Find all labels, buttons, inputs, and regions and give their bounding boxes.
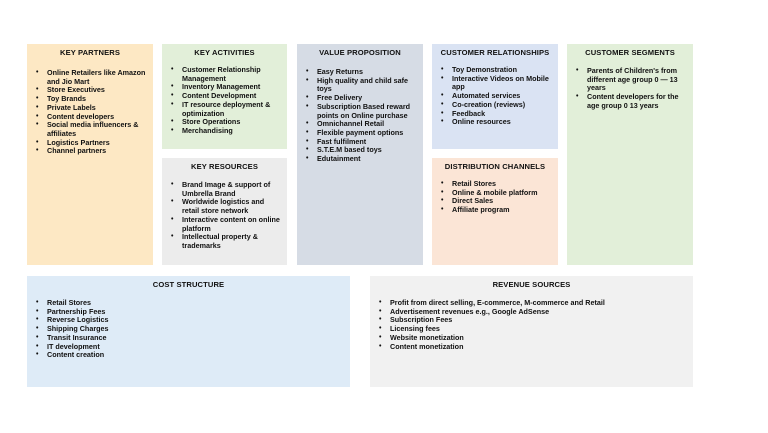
customer-segments-list — [576, 67, 687, 111]
list-item: • Fast fulfilment — [306, 138, 417, 147]
list-item: • Automated services — [441, 92, 552, 101]
list-item: • Channel partners — [36, 147, 147, 156]
key-resources-list — [171, 181, 281, 251]
list-item: • Logistics Partners — [36, 139, 147, 148]
list-item: • Social media influencers & affiliates — [36, 121, 147, 138]
key-activities-block — [162, 44, 287, 149]
distribution-channels-list — [441, 180, 552, 215]
list-item: • Direct Sales — [441, 197, 552, 206]
cost-structure-list — [36, 299, 344, 360]
customer-relationships-title: CUSTOMER RELATIONSHIPS — [440, 48, 550, 57]
key-activities-list — [171, 66, 281, 136]
list-item: • Parents of Children's from different age group 0 — 13 years — [576, 67, 687, 93]
list-item: • Partnership Fees — [36, 308, 344, 317]
list-item: • High quality and child safe toys — [306, 77, 417, 94]
list-item: • Flexible payment options — [306, 129, 417, 138]
cost-structure-block — [27, 276, 350, 387]
list-item: • Licensing fees — [379, 325, 687, 334]
customer-segments-block — [567, 44, 693, 265]
revenue-sources-list — [379, 299, 687, 351]
list-item: • Customer Relationship Management — [171, 66, 281, 83]
list-item: • Advertisement revenues e.g., Google AdSense — [379, 308, 687, 317]
value-proposition-block — [297, 44, 423, 265]
revenue-sources-title: REVENUE SOURCES — [492, 280, 571, 289]
list-item: • Toy Brands — [36, 95, 147, 104]
list-item: • IT development — [36, 343, 344, 352]
list-item: • Interactive content on online platform — [171, 216, 281, 233]
list-item: • Retail Stores — [36, 299, 344, 308]
list-item: • Subscription Based reward points on Online purchase — [306, 103, 417, 120]
list-item: • Content Development — [171, 92, 281, 101]
list-item: • Shipping Charges — [36, 325, 344, 334]
value-proposition-list — [306, 68, 417, 164]
key-activities-title: KEY ACTIVITIES — [194, 48, 255, 57]
list-item: • Affiliate program — [441, 206, 552, 215]
list-item: • Omnichannel Retail — [306, 120, 417, 129]
list-item: • Intellectual property & trademarks — [171, 233, 281, 250]
list-item: • Worldwide logistics and retail store network — [171, 198, 281, 215]
list-item: • Content developers — [36, 113, 147, 122]
list-item: • Toy Demonstration — [441, 66, 552, 75]
list-item: • Interactive Videos on Mobile app — [441, 75, 552, 92]
list-item: • Store Executives — [36, 86, 147, 95]
cost-structure-title: COST STRUCTURE — [152, 280, 225, 289]
list-item: • Feedback — [441, 110, 552, 119]
list-item: • Easy Returns — [306, 68, 417, 77]
list-item: • IT resource deployment & optimization — [171, 101, 281, 118]
key-partners-title: KEY PARTNERS — [60, 48, 120, 57]
list-item: • Co-creation (reviews) — [441, 101, 552, 110]
customer-relationships-block — [432, 44, 558, 149]
key-resources-title: KEY RESOURCES — [191, 162, 258, 171]
customer-relationships-list — [441, 66, 552, 127]
list-item: • Merchandising — [171, 127, 281, 136]
value-proposition-title: VALUE PROPOSITION — [319, 48, 401, 57]
list-item: • Online & mobile platform — [441, 189, 552, 198]
list-item: • Online resources — [441, 118, 552, 127]
key-partners-block — [27, 44, 153, 265]
list-item: • Inventory Management — [171, 83, 281, 92]
list-item: • Content monetization — [379, 343, 687, 352]
list-item: • Content developers for the age group 0 13 years — [576, 93, 687, 110]
customer-segments-title: CUSTOMER SEGMENTS — [585, 48, 675, 57]
list-item: • Reverse Logistics — [36, 316, 344, 325]
distribution-channels-title: DISTRIBUTION CHANNELS — [444, 162, 546, 171]
list-item: • Retail Stores — [441, 180, 552, 189]
list-item: • Online Retailers like Amazon and Jio Mart — [36, 69, 147, 86]
key-partners-list — [36, 69, 147, 156]
list-item: • Edutainment — [306, 155, 417, 164]
list-item: • Website monetization — [379, 334, 687, 343]
list-item: • Profit from direct selling, E-commerce, M-commerce and Retail — [379, 299, 687, 308]
list-item: • Brand Image & support of Umbrella Brand — [171, 181, 281, 198]
list-item: • Free Delivery — [306, 94, 417, 103]
key-resources-block — [162, 158, 287, 265]
list-item: • Content creation — [36, 351, 344, 360]
list-item: • Private Labels — [36, 104, 147, 113]
list-item: • Store Operations — [171, 118, 281, 127]
list-item: • Transit Insurance — [36, 334, 344, 343]
distribution-channels-block — [432, 158, 558, 265]
revenue-sources-block — [370, 276, 693, 387]
list-item: • S.T.E.M based toys — [306, 146, 417, 155]
list-item: • Subscription Fees — [379, 316, 687, 325]
